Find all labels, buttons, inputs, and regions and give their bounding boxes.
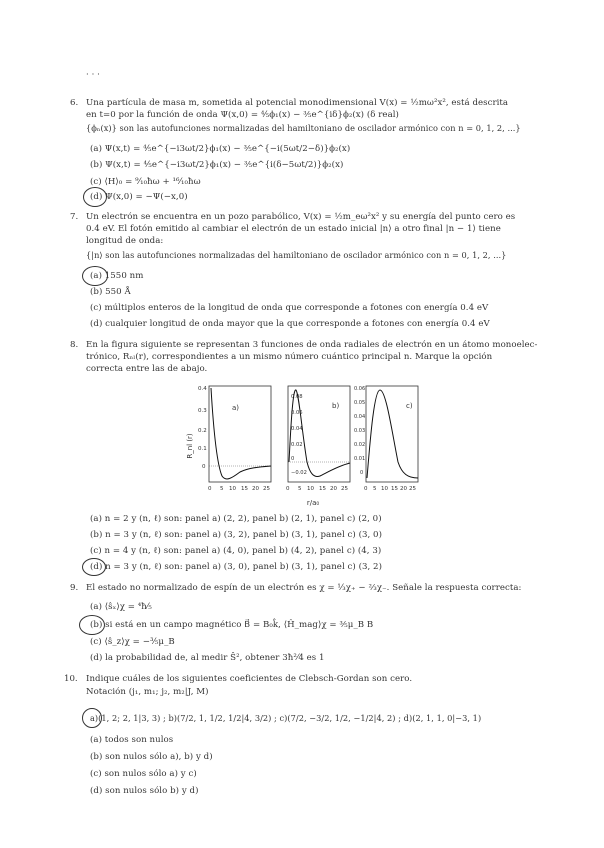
answer-circle-mark <box>79 615 105 635</box>
panel-a <box>198 386 271 492</box>
panel-b-ytick: 0.08 <box>291 394 303 400</box>
panel-a-xtick: 15 <box>241 486 248 492</box>
panel-b-xtick: 5 <box>298 486 302 492</box>
panel-c-xtick: 15 <box>391 486 398 492</box>
panel-b-xtick: 15 <box>319 486 326 492</box>
panel-c-ytick: 0.03 <box>354 428 366 434</box>
panel-a-ytick: 0.1 <box>198 446 207 452</box>
panel-c-ytick: 0.04 <box>354 414 366 420</box>
q9-option-a[interactable]: (a) ⟨ŝₓ⟩χ = ⁴ħ⁄₅ <box>90 602 152 612</box>
panel-a-label: a) <box>232 404 240 412</box>
q10-line-2: Notación (j₁, m₁; j₂, m₂|J, M) <box>86 687 209 697</box>
panel-b-curve <box>289 390 350 477</box>
panel-b-ytick: 0.06 <box>291 410 303 416</box>
panel-c <box>354 386 418 492</box>
panel-a-xtick: 10 <box>229 486 236 492</box>
panel-c-ytick: 0.05 <box>354 400 366 406</box>
panel-a-ytick: 0.4 <box>198 386 207 392</box>
q8-number: 8. <box>70 340 79 350</box>
q10-option-b[interactable]: (b) son nulos sólo a), b) y d) <box>90 752 213 762</box>
q6-line-1: Una partícula de masa m, sometida al potencial monodimensional V(x) = ½mω²x², está descrita <box>86 98 509 108</box>
radial-wavefunctions-figure <box>180 382 420 508</box>
q7-line-1: Un electrón se encuentra en un pozo parabólico, V(x) = ½m_eω²x² y su energía del punto cero es <box>86 212 516 222</box>
panel-b <box>286 386 350 492</box>
panel-a-ytick: 0.2 <box>198 428 207 434</box>
panel-c-xtick: 5 <box>373 486 377 492</box>
q7-number: 7. <box>70 212 79 222</box>
q8-line-3: correcta entre las de abajo. <box>86 364 208 374</box>
q10-option-d[interactable]: (d) son nulos sólo b) y d) <box>90 786 199 796</box>
panel-c-xtick: 10 <box>381 486 388 492</box>
panel-c-ytick: 0 <box>360 470 364 476</box>
panel-c-ytick: 0.06 <box>354 386 366 392</box>
panel-c-xtick: 25 <box>409 486 416 492</box>
panel-a-xtick: 0 <box>208 486 212 492</box>
q9-option-b[interactable]: (b) si está en un campo magnético B⃗ = B₀k̂, ⟨Ĥ_mag⟩χ = ⅗μ_B B <box>90 620 374 630</box>
panel-c-label: c) <box>406 402 413 410</box>
panel-b-ytick: 0.02 <box>291 442 303 448</box>
q7-line-2: 0.4 eV. El fotón emitido al cambiar el electrón de un estado inicial |n⟩ a otro final |n − 1⟩ tiene <box>86 224 501 234</box>
q8-line-1: En la figura siguiente se representan 3 funciones de onda radiales de electrón en un átomo monoelec- <box>86 340 538 350</box>
q8-option-d[interactable]: (d) n = 3 y (n, ℓ) son: panel a) (3, 0), panel b) (3, 1), panel c) (3, 2) <box>90 562 382 572</box>
panel-b-xtick: 25 <box>341 486 348 492</box>
panel-b-ytick: −0.02 <box>291 470 307 476</box>
q7-line-4: {|n⟩ son las autofunciones normalizadas del hamiltoniano de oscilador armónico con n = 0, 1, 2, ...} <box>86 250 507 260</box>
q8-line-2: trónico, Rₙₗ(r), correspondientes a un mismo número cuántico principal n. Marque la opción <box>86 352 493 362</box>
q10-option-c[interactable]: (c) son nulos sólo a) y c) <box>90 769 197 779</box>
figure-ylabel: R_nl (r) <box>186 433 194 459</box>
q6-option-c[interactable]: (c) ⟨H⟩₀ = ⁹⁄₁₀ħω + ¹⁶⁄₁₀ħω <box>90 177 201 187</box>
q6-option-b[interactable]: (b) Ψ(x,t) = ⅘e^{−i3ωt/2}ϕ₁(x) − ⅗e^{i(δ−5ωt/2)}ϕ₂(x) <box>90 160 344 170</box>
q7-option-d[interactable]: (d) cualquier longitud de onda mayor que la que corresponde a fotones con energía 0.4 eV <box>90 319 490 329</box>
q10-line-1: Indique cuáles de los siguientes coeficientes de Clebsch-Gordan son cero. <box>86 674 413 684</box>
panel-b-xtick: 10 <box>307 486 314 492</box>
q6-number: 6. <box>70 98 79 108</box>
panel-a-ytick: 0 <box>202 464 206 470</box>
q6-line-3: {ϕₙ(x)} son las autofunciones normalizadas del hamiltoniano de oscilador armónico con n = 0, 1, 2, ...} <box>86 123 521 133</box>
q10-line-3: a)(1, 2; 2, 1|3, 3) ; b)(7/2, 1, 1/2, 1/2|4, 3/2) ; c)(7/2, −3/2, 1/2, −1/2|4, 2) ; d)(2, 1, 1, 0|−3, 1) <box>90 713 482 723</box>
figure-xlabel: r/a₀ <box>306 499 320 507</box>
q7-line-3: longitud de onda: <box>86 236 164 246</box>
panel-a-xtick: 20 <box>252 486 259 492</box>
q8-option-a[interactable]: (a) n = 2 y (n, ℓ) son: panel a) (2, 2), panel b) (2, 1), panel c) (2, 0) <box>90 514 382 524</box>
panel-a-xtick: 25 <box>263 486 270 492</box>
panel-a-ytick: 0.3 <box>198 408 207 414</box>
q7-option-b[interactable]: (b) 550 Å <box>90 287 131 297</box>
panel-c-xtick: 20 <box>400 486 407 492</box>
answer-circle-mark <box>82 266 108 286</box>
q10-option-a[interactable]: (a) todos son nulos <box>90 735 174 745</box>
ellipsis: · · · <box>86 70 100 80</box>
q6-option-a[interactable]: (a) Ψ(x,t) = ⅘e^{−i3ωt/2}ϕ₁(x) − ⅗e^{−i(5ωt/2−δ)}ϕ₂(x) <box>90 144 351 154</box>
panel-c-ytick: 0.02 <box>354 442 366 448</box>
panel-b-xtick: 0 <box>286 486 290 492</box>
q9-line-1: El estado no normalizado de espín de un electrón es χ = ⅓χ₊ − ⅔χ₋. Señale la respuesta correcta: <box>86 583 522 593</box>
panel-c-ytick: 0.01 <box>354 456 366 462</box>
panel-a-curve <box>211 388 271 479</box>
q8-option-c[interactable]: (c) n = 4 y (n, ℓ) son: panel a) (4, 0), panel b) (4, 2), panel c) (4, 3) <box>90 546 382 556</box>
panel-b-label: b) <box>332 402 340 410</box>
q9-number: 9. <box>70 583 79 593</box>
panel-b-xtick: 20 <box>330 486 337 492</box>
panel-b-ytick: 0 <box>291 456 295 462</box>
q7-option-a[interactable]: (a) 1550 nm <box>90 271 144 281</box>
q8-option-b[interactable]: (b) n = 3 y (n, ℓ) son: panel a) (3, 2), panel b) (3, 1), panel c) (3, 0) <box>90 530 382 540</box>
q10-number: 10. <box>64 674 78 684</box>
q9-option-d[interactable]: (d) la probabilidad de, al medir Ŝ², obtener 3ħ²⁄4 es 1 <box>90 653 325 663</box>
answer-circle-mark <box>82 708 102 728</box>
panel-a-xtick: 5 <box>220 486 224 492</box>
q9-option-c[interactable]: (c) ⟨ŝ_z⟩χ = −³⁄₅μ_B <box>90 637 175 647</box>
q6-line-2: en t=0 por la función de onda Ψ(x,0) = ⅘ϕ₁(x) − ⅗e^{iδ}ϕ₂(x) (δ real) <box>86 110 399 120</box>
q7-option-c[interactable]: (c) múltiplos enteros de la longitud de onda que corresponde a fotones con energía 0.4 eV <box>90 303 489 313</box>
answer-circle-mark <box>83 187 107 207</box>
panel-c-xtick: 0 <box>364 486 368 492</box>
panel-b-ytick: 0.04 <box>291 426 303 432</box>
answer-circle-mark <box>82 558 106 576</box>
q6-option-d[interactable]: (d) Ψ(x,0) = −Ψ(−x,0) <box>90 192 188 202</box>
